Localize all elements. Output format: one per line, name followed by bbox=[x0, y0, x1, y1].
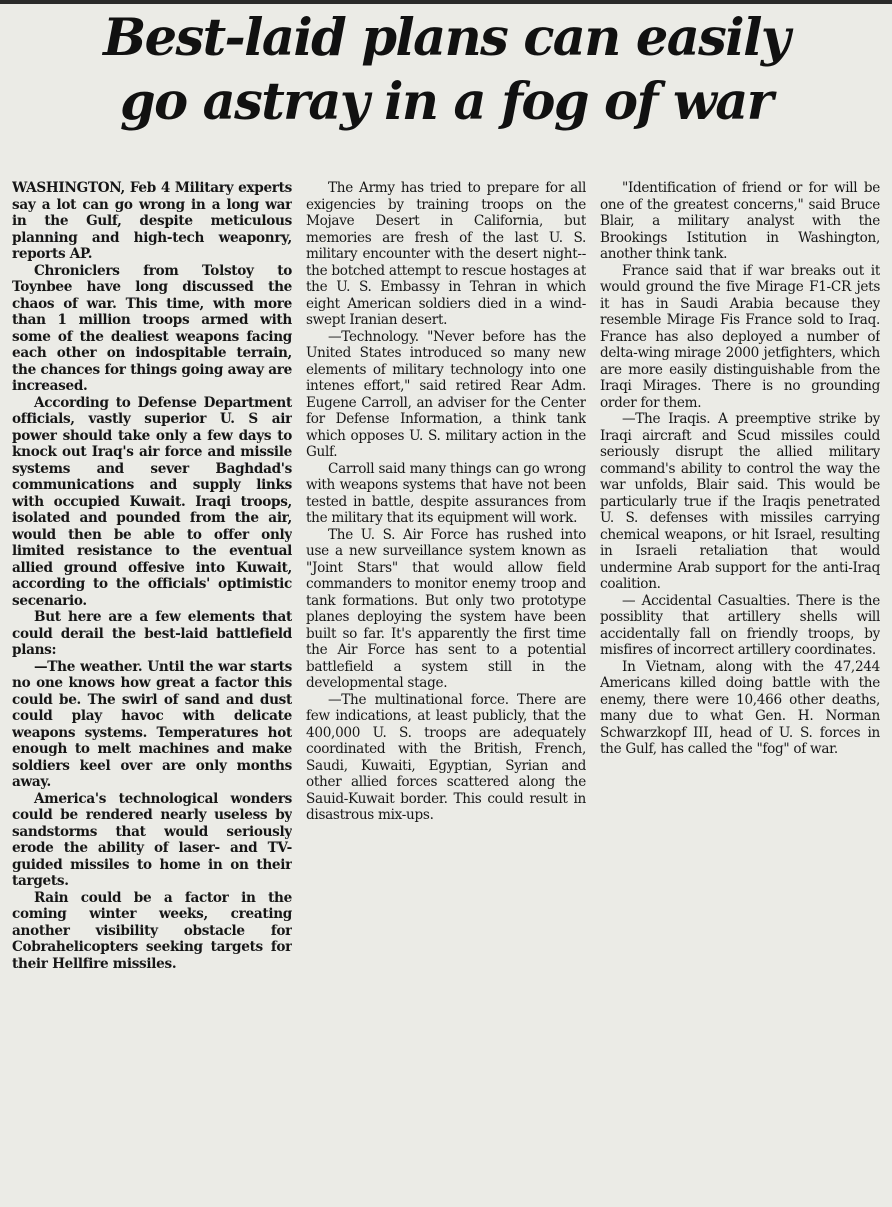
paragraph: —The weather. Until the war starts no one knows how great a factor this could be. The swirl of sand and dust could play havoc with delicate weapons systems. Temperatures hot enough to melt machines and make soldiers keel over are only months away. bbox=[12, 658, 292, 790]
paragraph: Chroniclers from Tolstoy to Toynbee have long discussed the chaos of war. This time, with more than 1 million troops armed with some of the dealiest weapons facing each other on indospitable terrain, the chances for things going away are increased. bbox=[12, 262, 292, 394]
article-body bbox=[12, 180, 880, 1204]
paragraph: France said that if war breaks out it would ground the five Mirage F1-CR jets it has in Saudi Arabia because they resemble Mirage Fis France sold to Iraq. France has also deployed a number of delta-wing mirage 2000 jetfighters, which are more easily distinguishable from the Iraqi Mirages. There is no grounding order for them. bbox=[600, 262, 880, 411]
paragraph: "Identification of friend or for will be one of the greatest concerns," said Bruce Blair, a military analyst with the Brookings Istitution in Washington, another think tank. bbox=[600, 180, 880, 262]
column-2 bbox=[306, 180, 586, 1204]
paragraph: —The Iraqis. A preemptive strike by Iraqi aircraft and Scud missiles could seriously disrupt the allied military command's ability to control the way the war unfolds, Blair said. This would be particularly true if the Iraqis penetrated U. S. defenses with missiles carrying chemical weapons, or hit Israel, resulting in Israeli retaliation that would undermine Arab support for the anti-Iraq coalition. bbox=[600, 411, 880, 592]
headline-line-2: go astray in a fog of war bbox=[120, 72, 772, 132]
paragraph: The Army has tried to prepare for all exigencies by training troops on the Mojave Desert in California, but memories are fresh of the last U. S. military encounter with the desert night--the botched attempt to rescue hostages at the U. S. Embassy in Tehran in which eight American soldiers died in a wind-swept Iranian desert. bbox=[306, 180, 586, 328]
paragraph: America's technological wonders could be rendered nearly useless by sandstorms that would seriously erode the ability of laser- and TV-guided missiles to home in on their targets. bbox=[12, 790, 292, 889]
lead-text: Military experts say a lot can go wrong in a long war in the Gulf, despite meticulous planning and high-tech weaponry, reports AP. bbox=[12, 180, 292, 262]
paragraph: Rain could be a factor in the coming winter weeks, creating another visibility obstacle for Cobrahelicopters seeking targets for their Hellfire missiles. bbox=[12, 889, 292, 972]
paragraph: The U. S. Air Force has rushed into use a new surveillance system known as "Joint Stars" that would allow field commanders to monitor enemy troop and tank formations. But only two prototype planes deploying the system have been built so far. It's apparently the first time the Air Force has sent to a potential battlefield a system still in the developmental stage. bbox=[306, 526, 586, 691]
headline-line-1: Best-laid plans can easily bbox=[103, 8, 789, 68]
paragraph: According to Defense Department officials, vastly superior U. S air power should take only a few days to knock out Iraq's air force and missile systems and sever Baghdad's communications and supply links with occupied Kuwait. Iraqi troops, isolated and pounded from the air, would then be able to offer only limited resistance to the eventual allied ground offesive into Kuwait, according to the officials' optimistic secenario. bbox=[12, 394, 292, 609]
column-1 bbox=[12, 180, 292, 1204]
dateline: WASHINGTON, Feb 4 bbox=[12, 180, 171, 196]
paragraph: —Technology. "Never before has the United States introduced so many new elements of military technology into one intenes effort," said retired Rear Adm. Eugene Carroll, an adviser for the Center for Defense Information, a think tank which opposes U. S. military action in the Gulf. bbox=[306, 328, 586, 460]
top-rule bbox=[0, 0, 892, 4]
headline bbox=[8, 0, 884, 134]
paragraph: In Vietnam, along with the 47,244 Americans killed doing battle with the enemy, there were 10,466 other deaths, many due to what Gen. H. Norman Schwarzkopf III, head of U. S. forces in the Gulf, has called the "fog" of war. bbox=[600, 658, 880, 757]
column-3 bbox=[600, 180, 880, 1204]
paragraph: —The multinational force. There are few indications, at least publicly, that the 400,000 U. S. troops are adequately coordinated with the British, French, Saudi, Kuwaiti, Egyptian, Syrian and other allied forces scattered along the Sauid-Kuwait border. This could result in disastrous mix-ups. bbox=[306, 691, 586, 823]
paragraph: — Accidental Casualties. There is the possiblity that artillery shells will accidentally fall on friendly troops, by misfires of incorrect artillery coordinates. bbox=[600, 592, 880, 658]
paragraph: But here are a few elements that could derail the best-laid battlefield plans: bbox=[12, 609, 292, 658]
paragraph: Carroll said many things can go wrong with weapons systems that have not been tested in battle, despite assurances from the military that its equipment will work. bbox=[306, 460, 586, 526]
lead-paragraph bbox=[12, 180, 292, 263]
